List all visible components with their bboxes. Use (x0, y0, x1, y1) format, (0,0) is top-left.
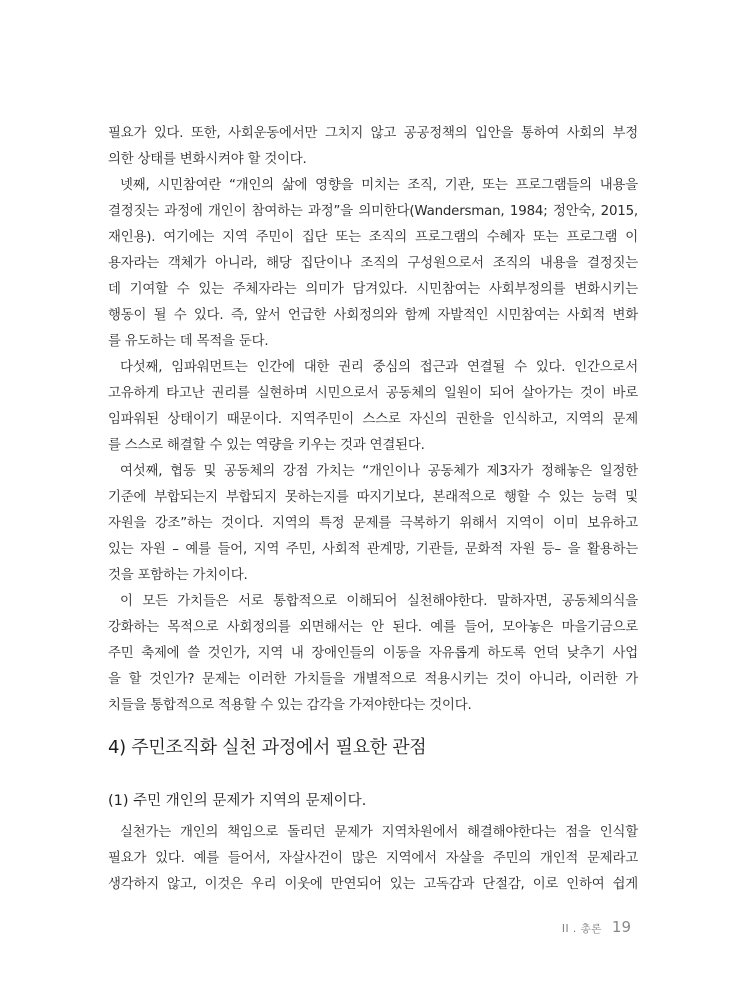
text-line: 자원을 강조”하는 것이다. 지역의 특정 문제를 극복하기 위해서 지역이 이미 보유하고 (108, 516, 638, 531)
body-lines (108, 121, 638, 719)
sub-heading: (1) 주민 개인의 문제가 지역의 문제이다. (108, 793, 367, 809)
text-line: 결정짓는 과정에 개인이 참여하는 과정”을 의미한다(Wandersman, 1984; 정안숙, 2015, (108, 204, 638, 219)
text-line: 재인용). 여기에는 지역 주민이 집단 또는 조직의 프로그램의 수혜자 또는 프로그램 이 (108, 230, 638, 245)
text-line: 다섯째, 임파워먼트는 인간에 대한 권리 중심의 접근과 연결될 수 있다. 인간으로서 (120, 360, 638, 375)
text-line: 의한 상태를 변화시켜야 할 것이다. (108, 152, 307, 167)
text-line: 를 유도하는 데 목적을 둔다. (108, 334, 269, 349)
text-line: 것을 포함하는 가치이다. (108, 568, 248, 583)
text-line: 을 할 것인가? 문제는 이러한 가치들을 개별적으로 적용시키는 것이 아니라, 이러한 가 (108, 672, 638, 687)
footer-section-label: II . 총론 (561, 923, 602, 935)
text-line: 를 스스로 해결할 수 있는 역량을 키우는 것과 연결된다. (108, 438, 425, 453)
text-line: 기준에 부합되는지 부합되지 못하는지를 따지기보다, 본래적으로 행할 수 있는 능력 및 (108, 490, 638, 505)
text-line: 용자라는 객체가 아니라, 해당 집단이나 조직의 구성원으로서 조직의 내용을 결정짓는 (108, 256, 638, 271)
text-line: 있는 자원 – 예를 들어, 지역 주민, 사회적 관계망, 기관들, 문화적 자원 등– 을 활용하는 (108, 542, 638, 557)
text-line: 임파워된 상태이기 때문이다. 지역주민이 스스로 자신의 권한을 인식하고, 지역의 문제 (108, 412, 638, 427)
text-line: 데 기여할 수 있는 주체자라는 의미가 담겨있다. 시민참여는 사회부정의를 변화시키는 (108, 282, 638, 297)
text-line: 치들을 통합적으로 적용할 수 있는 감각을 가져야한다는 것이다. (108, 698, 472, 713)
text-line: 주민 축제에 쓸 것인가, 지역 내 장애인들의 이동을 자유롭게 하도록 언덕 낮추기 사업 (108, 646, 638, 661)
page-number: 19 (611, 918, 631, 936)
text-line: 여섯째, 협동 및 공동체의 강점 가치는 “개인이나 공동체가 제3자가 정해놓은 일정한 (120, 464, 638, 479)
text-line: 생각하지 않고, 이것은 우리 이웃에 만연되어 있는 고독감과 단절감, 이로 인하여 쉽게 (108, 877, 638, 892)
body-text (108, 121, 638, 719)
text-line: 넷째, 시민참여란 “개인의 삶에 영향을 미치는 조직, 기관, 또는 프로그램들의 내용을 (120, 178, 638, 193)
text-line: 고유하게 타고난 권리를 실현하며 시민으로서 공동체의 일원이 되어 살아가는 것이 바로 (108, 386, 638, 401)
text-line: 강화하는 목적으로 사회정의를 외면해서는 안 된다. 예를 들어, 모아놓은 마을기금으로 (108, 620, 638, 635)
text-line: 필요가 있다. 또한, 사회운동에서만 그치지 않고 공공정책의 입안을 통하여 사회의 부정 (108, 126, 638, 141)
page-footer (562, 918, 631, 936)
section-body-text (108, 820, 638, 898)
text-line: 행동이 될 수 있다. 즉, 앞서 언급한 사회정의와 함께 자발적인 시민참여는 사회적 변화 (108, 308, 638, 323)
text-line: 필요가 있다. 예를 들어서, 자살사건이 많은 지역에서 자살을 주민의 개인적 문제라고 (108, 851, 638, 866)
text-line: 이 모든 가치들은 서로 통합적으로 이해되어 실천해야한다. 말하자면, 공동체의식을 (120, 594, 638, 609)
text-line: 실천가는 개인의 책임으로 돌리던 문제가 지역차원에서 해결해야한다는 점을 인식할 (120, 825, 638, 840)
section-heading: 4) 주민조직화 실천 과정에서 필요한 관점 (108, 737, 427, 758)
